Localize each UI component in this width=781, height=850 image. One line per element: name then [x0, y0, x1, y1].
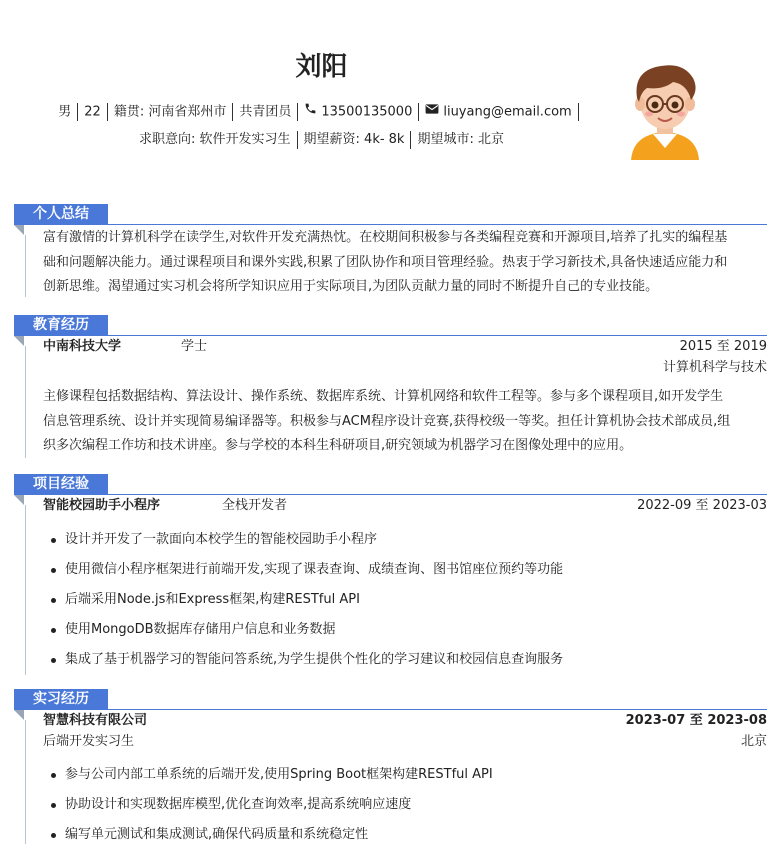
timeline-line: [25, 235, 26, 297]
expected-city: 期望城市: 北京: [417, 132, 504, 147]
native-place: 籍贯: 河南省郑州市: [113, 104, 227, 120]
summary-text: 富有激情的计算机科学在读学生,对软件开发充满热忱。在校期间积极参与各类编程竞赛和开源项目,培养了扎实的编程基 础和问题解决能力。通过课程项目和课外实践,积累了团队协作和项目管理经验。热衷于学习新技术,具备快速适应能力和 创新思维。渴望通过实习机会将所学知识应用于实际项目,为团队贡献力量的同时不断提升自己的专业技能。: [43, 230, 728, 294]
list-item: 参与公司内部工单系统的后端开发,使用Spring Boot框架构建RESTful API: [43, 760, 767, 790]
divider: [107, 103, 108, 121]
list-item: 使用微信小程序框架进行前端开发,实现了课表查询、成绩查询、图书馆座位预约等功能: [43, 555, 767, 585]
gender: 男: [58, 104, 72, 120]
internship-city: 北京: [740, 734, 767, 749]
section-title-projects: 项目经验: [14, 474, 108, 495]
list-item: 后端采用Node.js和Express框架,构建RESTful API: [43, 585, 767, 615]
section-title-summary: 个人总结: [14, 204, 108, 225]
age: 22: [84, 104, 101, 120]
timeline-line: [25, 346, 26, 458]
internship-position-row: [43, 732, 767, 752]
expected-salary: 期望薪资: 4k- 8k: [303, 132, 405, 147]
major: 计算机科学与技术: [662, 360, 767, 375]
project-name: 智能校园助手小程序: [43, 498, 161, 513]
education-major-row: [43, 358, 767, 378]
timeline-line: [25, 505, 26, 675]
project-role: 全栈开发者: [222, 498, 288, 513]
political-status: 共青团员: [239, 104, 292, 120]
job-intent-row: [0, 130, 643, 150]
divider: [77, 103, 78, 121]
email-address: liuyang@email.com: [443, 104, 572, 120]
basic-info-row: [0, 102, 643, 123]
job-intent: 求职意向: 软件开发实习生: [139, 132, 291, 147]
timeline-line: [25, 720, 26, 844]
section-divider: [14, 335, 767, 336]
list-item: 设计并开发了一款面向本校学生的智能校园助手小程序: [43, 525, 767, 555]
internship-bullets: [43, 760, 767, 850]
divider: [297, 131, 298, 149]
school-name: 中南科技大学: [43, 339, 122, 354]
divider: [232, 103, 233, 121]
section-corner: [14, 225, 24, 235]
education-header: [43, 337, 767, 357]
section-divider: [14, 709, 767, 710]
envelope-icon: [425, 102, 439, 122]
education-period: 2015 至 2019: [679, 339, 767, 354]
project-header: [43, 496, 767, 516]
section-corner: [14, 336, 24, 346]
divider: [578, 103, 579, 121]
internship-header: [43, 711, 767, 731]
internship-position: 后端开发实习生: [43, 734, 135, 749]
divider: [410, 131, 411, 149]
section-divider: [14, 494, 767, 495]
section-divider: [14, 224, 767, 225]
project-period: 2022-09 至 2023-03: [637, 498, 767, 513]
company-name: 智慧科技有限公司: [43, 713, 148, 728]
phone-icon: [304, 102, 317, 122]
list-item: 协助设计和实现数据库模型,优化查询效率,提高系统响应速度: [43, 790, 767, 820]
project-bullets: [43, 525, 767, 675]
section-corner: [14, 710, 24, 720]
section-title-education: 教育经历: [14, 315, 108, 336]
divider: [418, 103, 419, 121]
phone-number: 13500135000: [321, 104, 413, 120]
avatar: [613, 56, 717, 160]
divider: [297, 103, 298, 121]
education-description: 主修课程包括数据结构、算法设计、操作系统、数据库系统、计算机网络和软件工程等。参与多个课程项目,如开发学生 信息管理系统、设计并实现简易编译器等。积极参与ACM程序设计竞赛,获得校级一等奖。担任计算机协会技术部成员,组 织多次编程工作坊和技术讲座。参与学校的本科生科研项目,研究领域为机器学习在图像处理中的应用。: [43, 389, 731, 453]
list-item: 编写单元测试和集成测试,确保代码质量和系统稳定性: [43, 820, 767, 850]
section-corner: [14, 495, 24, 505]
candidate-name: 刘阳: [295, 52, 348, 82]
degree: 学士: [181, 339, 208, 354]
section-title-internship: 实习经历: [14, 689, 108, 710]
internship-period: 2023-07 至 2023-08: [625, 713, 767, 728]
list-item: 集成了基于机器学习的智能问答系统,为学生提供个性化的学习建议和校园信息查询服务: [43, 645, 767, 675]
list-item: 使用MongoDB数据库存储用户信息和业务数据: [43, 615, 767, 645]
